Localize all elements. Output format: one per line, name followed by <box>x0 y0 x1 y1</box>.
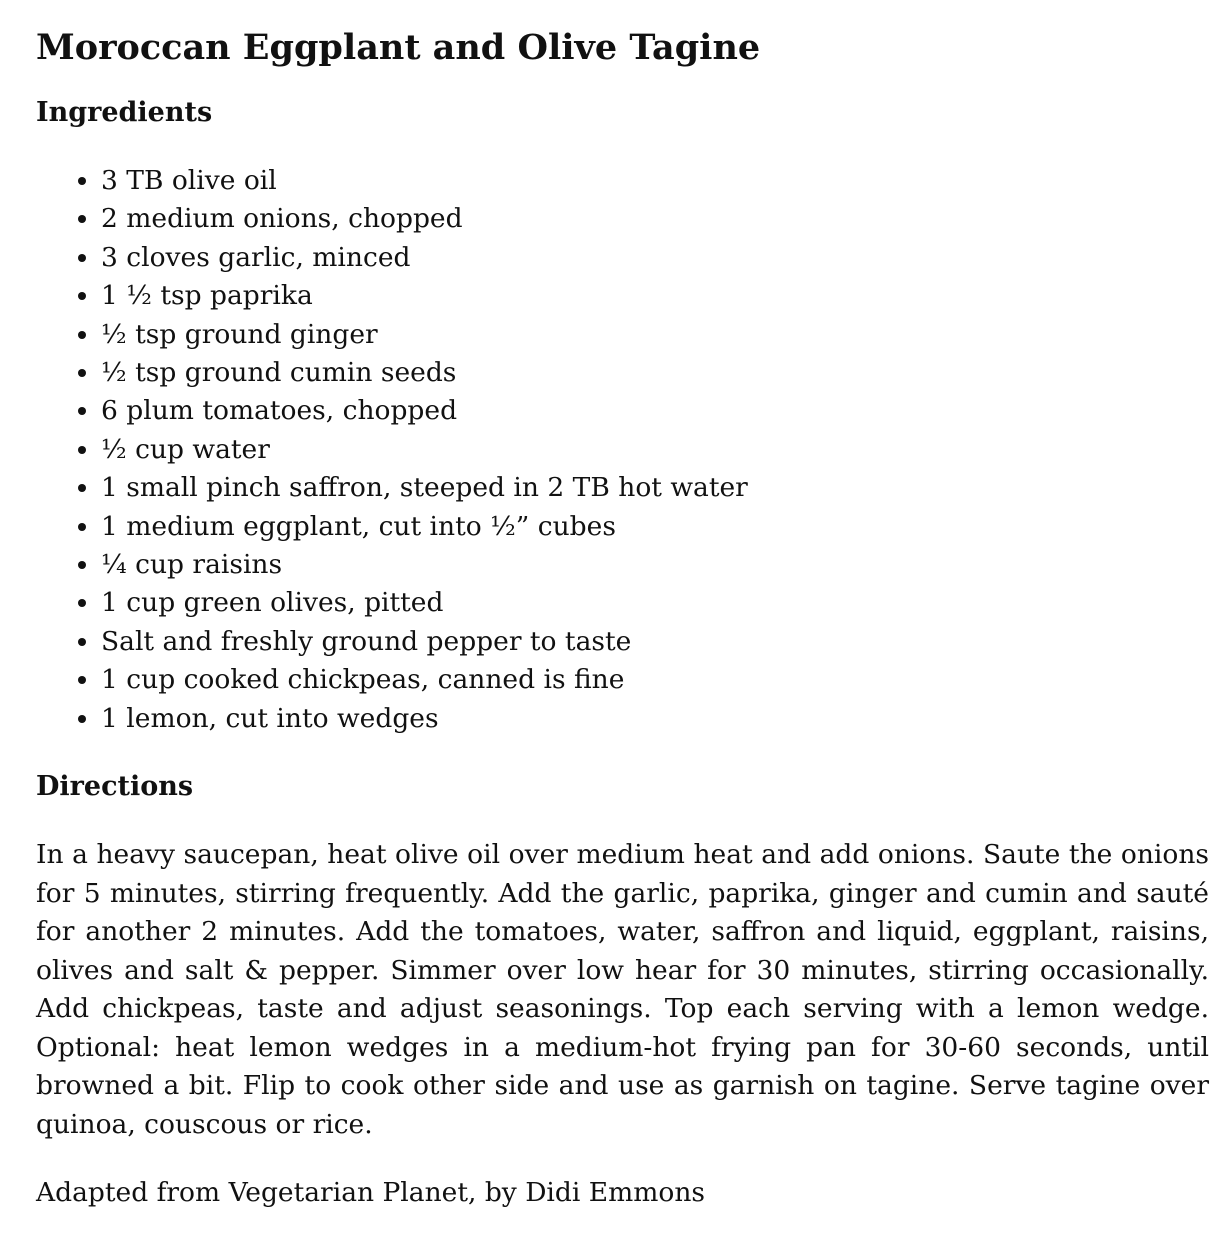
directions-heading: Directions <box>36 771 194 803</box>
ingredient-item: • 1 cup cooked chickpeas, canned is fine <box>101 661 1209 699</box>
directions-paragraph: In a heavy saucepan, heat olive oil over medium heat and add onions. Saute the onions for 5 minutes, stirring frequently. Add the garlic, paprika, ginger and cumin and sauté for another 2 minutes. Add the tomatoes, water, saffron and liquid, eggplant, raisins, olives and salt & pepper. Simmer over low hear for 30 minutes, stirring occasionally. Add chickpeas, taste and adjust seasonings. Top each serving with a lemon wedge. Optional: heat lemon wedges in a medium-hot frying pan for 30-60 seconds, until browned a bit. Flip to cook other side and use as garnish on tagine. Serve tagine over quinoa, couscous or rice. <box>36 839 1209 1140</box>
recipe-title: Moroccan Eggplant and Olive Tagine <box>36 27 761 68</box>
ingredient-item: • 3 cloves garlic, minced <box>101 239 1209 277</box>
ingredient-item: • ½ tsp ground ginger <box>101 316 1209 354</box>
ingredient-item: • 3 TB olive oil <box>101 162 1209 200</box>
ingredients-heading: Ingredients <box>36 97 213 128</box>
ingredient-item: • 1 small pinch saffron, steeped in 2 TB hot water <box>101 469 1209 507</box>
source-attribution: Adapted from Vegetarian Planet, by Didi Emmons <box>36 1177 705 1209</box>
ingredient-item: • 1 medium eggplant, cut into ½” cubes <box>101 508 1209 546</box>
ingredient-item: • ¼ cup raisins <box>101 546 1209 584</box>
ingredient-item: • 1 lemon, cut into wedges <box>101 700 1209 738</box>
ingredient-item: • 1 ½ tsp paprika <box>101 277 1209 315</box>
ingredient-item: • ½ cup water <box>101 431 1209 469</box>
ingredients-list <box>36 162 1209 738</box>
ingredient-item: • Salt and freshly ground pepper to taste <box>101 623 1209 661</box>
ingredient-item: • 6 plum tomatoes, chopped <box>101 392 1209 430</box>
ingredient-item: • 2 medium onions, chopped <box>101 200 1209 238</box>
ingredient-item: • 1 cup green olives, pitted <box>101 584 1209 622</box>
ingredient-item: • ½ tsp ground cumin seeds <box>101 354 1209 392</box>
